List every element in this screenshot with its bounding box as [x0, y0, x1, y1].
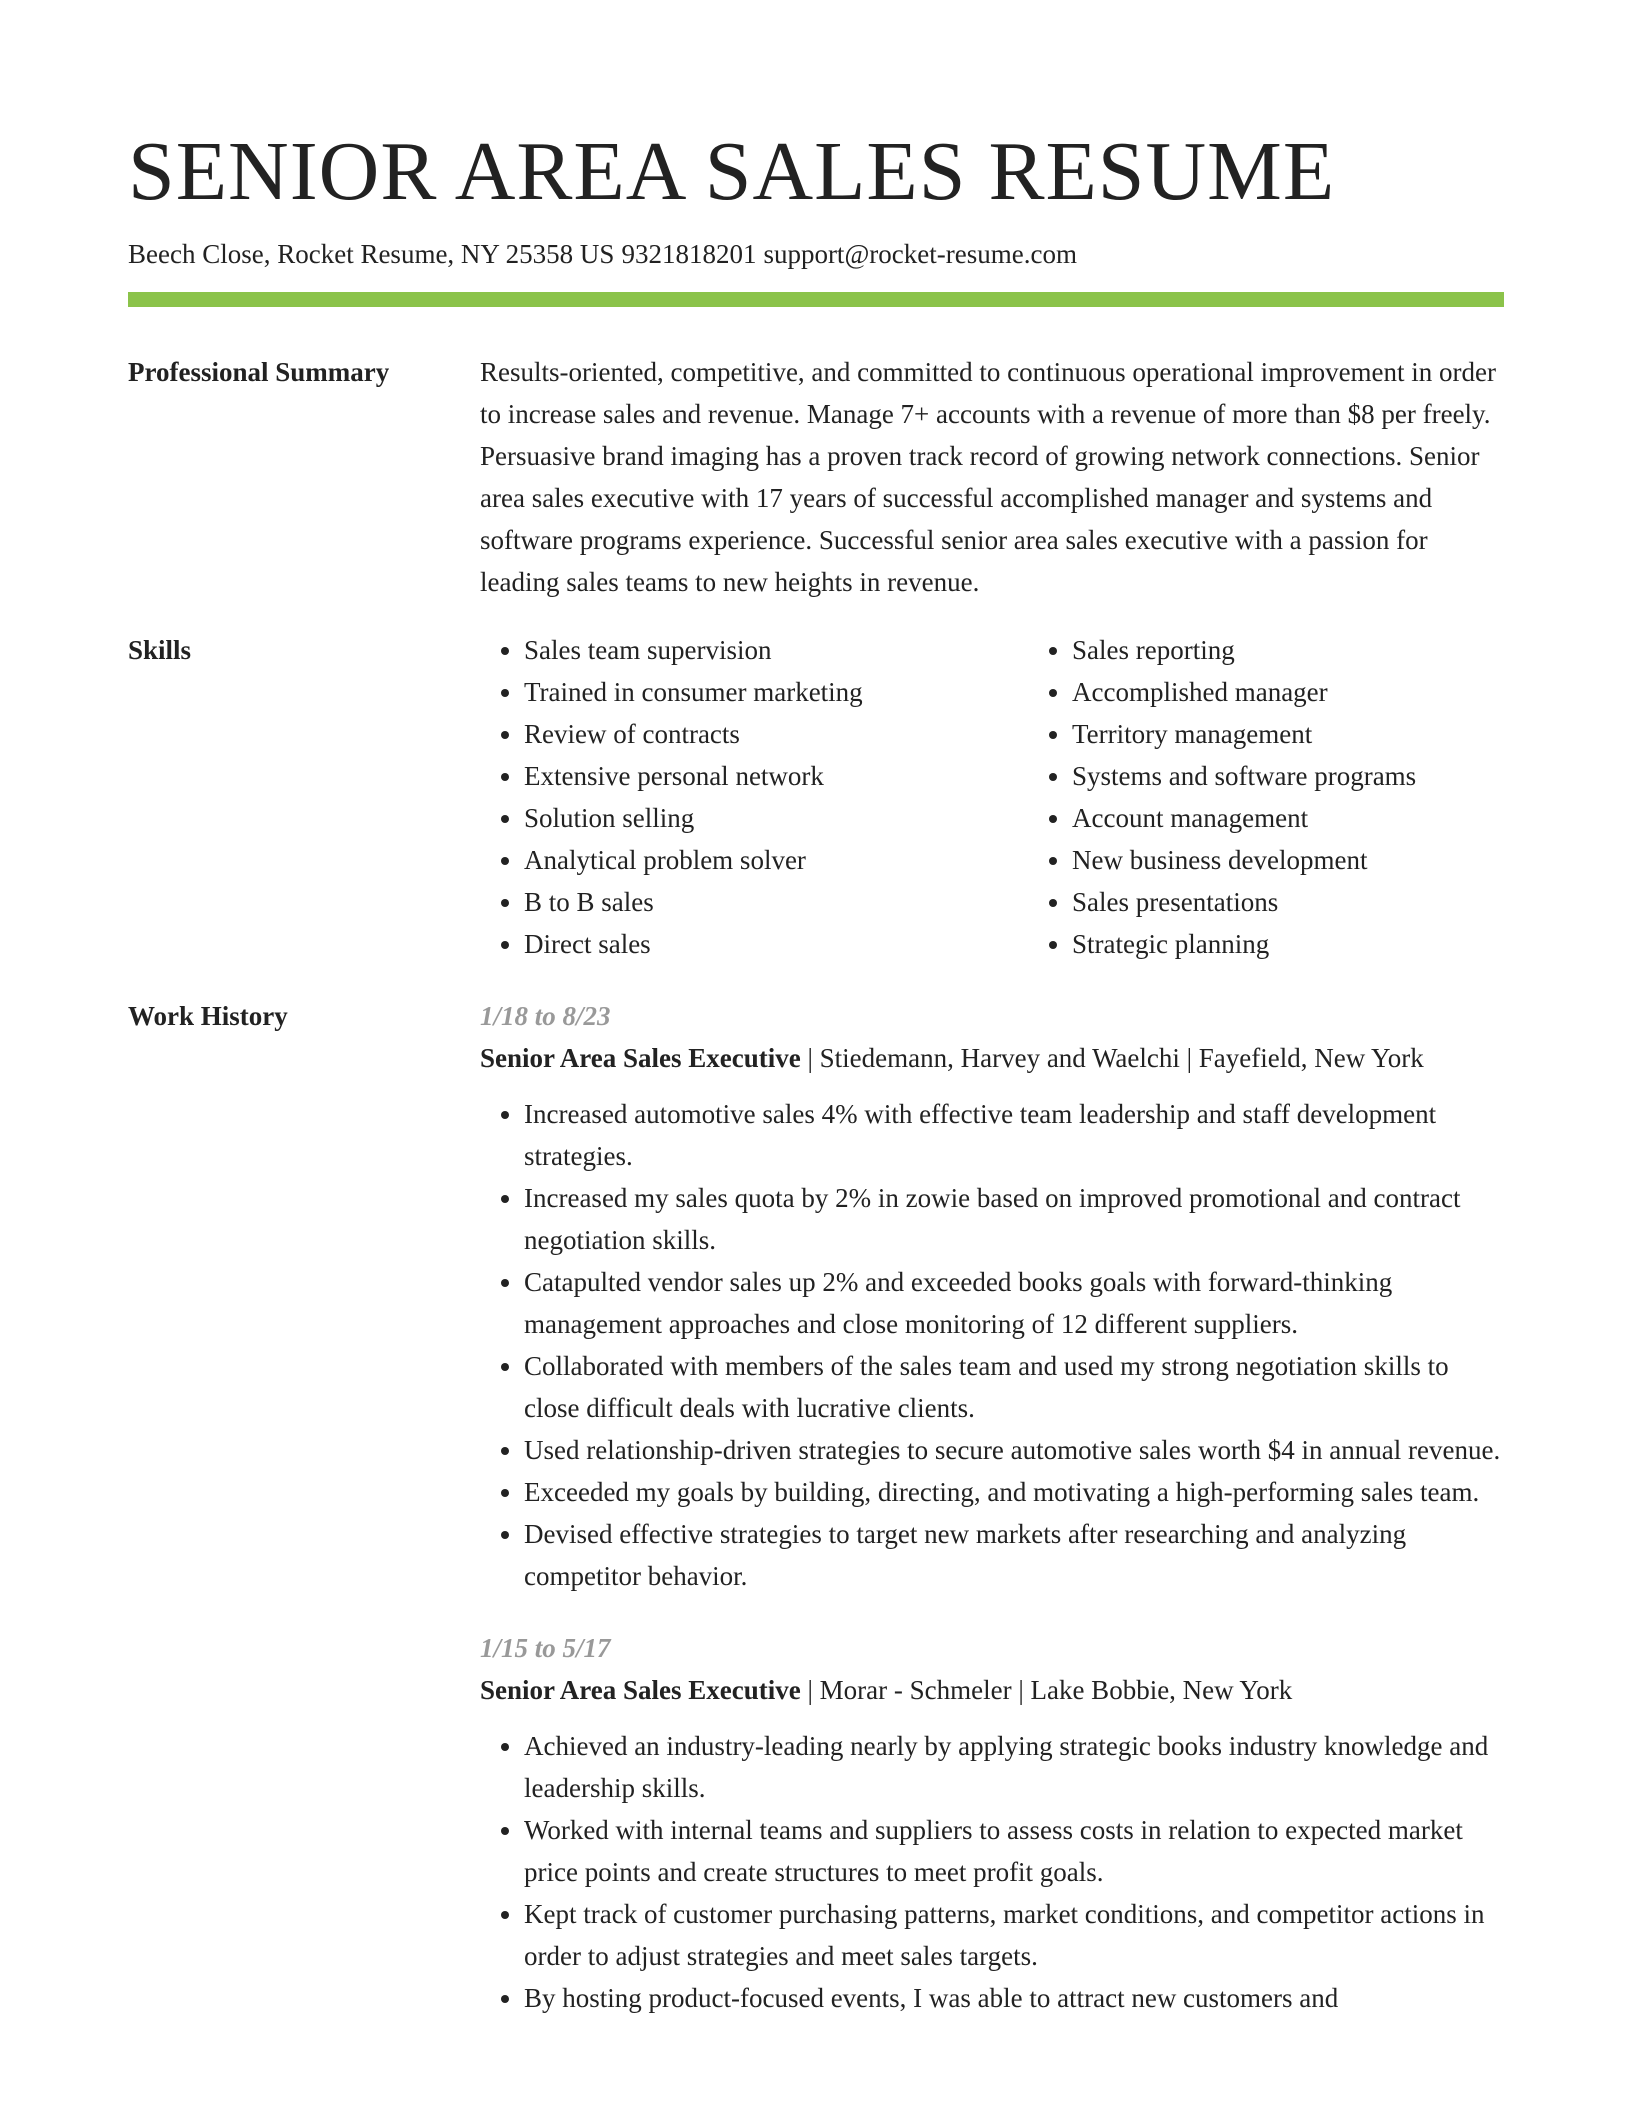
job-bullet: • Achieved an industry-leading nearly by applying strategic books industry knowledge and leadership skills. — [524, 1725, 1504, 1809]
job-bullet: • Catapulted vendor sales up 2% and exceeded books goals with forward-thinking management approaches and close monitoring of 12 different suppliers. — [524, 1261, 1504, 1345]
resume-page — [128, 118, 1504, 2049]
header-divider — [128, 292, 1504, 307]
skill-item: • B to B sales — [524, 881, 1028, 923]
skill-item: • Review of contracts — [524, 713, 1028, 755]
job-title: Senior Area Sales Executive — [480, 1043, 801, 1073]
summary-text: Results-oriented, competitive, and committed to continuous operational improvement in order to increase sales and revenue. Manage 7+ accounts with a revenue of more than $8 per freely. Persuasive brand imaging has a proven track record of growing network connections. Senior area sales executive with 17 years of successful accomplished manager and systems and software programs experience. Successful senior area sales executive with a passion for leading sales teams to new heights in revenue. — [480, 357, 1497, 597]
job-dates: 1/18 to 8/23 — [480, 1001, 611, 1031]
job-bullet: • Increased my sales quota by 2% in zowie based on improved promotional and contract negotiation skills. — [524, 1177, 1504, 1261]
skill-item: • Sales team supervision — [524, 629, 1028, 671]
job-bullet: • By hosting product-focused events, I was able to attract new customers and — [524, 1977, 1504, 2019]
work-body — [480, 995, 1504, 2049]
skill-item: • Analytical problem solver — [524, 839, 1028, 881]
section-heading-skills: Skills — [128, 635, 192, 665]
job-entry — [480, 995, 1504, 1597]
job-heading — [480, 1669, 1504, 1711]
job-bullet: • Used relationship-driven strategies to secure automotive sales worth $4 in annual revenue. — [524, 1429, 1504, 1471]
job-details: | Morar - Schmeler | Lake Bobbie, New York — [800, 1675, 1293, 1705]
skill-item: • New business development — [1072, 839, 1576, 881]
skills-list-left — [480, 629, 1028, 965]
skills-list-right — [1028, 629, 1576, 965]
job-bullet: • Increased automotive sales 4% with effective team leadership and staff development strategies. — [524, 1093, 1504, 1177]
skill-item: • Account management — [1072, 797, 1576, 839]
section-heading-summary: Professional Summary — [128, 357, 390, 387]
skill-item: • Direct sales — [524, 923, 1028, 965]
job-heading — [480, 1037, 1504, 1079]
section-work-history — [128, 995, 1504, 2049]
job-title: Senior Area Sales Executive — [480, 1675, 801, 1705]
skill-item: • Sales reporting — [1072, 629, 1576, 671]
job-bullet: • Worked with internal teams and suppliers to assess costs in relation to expected market price points and create structures to meet profit goals. — [524, 1809, 1504, 1893]
job-entry — [480, 1627, 1504, 2019]
summary-body — [480, 351, 1504, 603]
skill-item: • Trained in consumer marketing — [524, 671, 1028, 713]
skills-body — [480, 629, 1576, 965]
job-bullet-list — [480, 1093, 1504, 1597]
contact-address: Beech Close, Rocket Resume, NY 25358 US — [128, 239, 615, 269]
section-skills — [128, 629, 1504, 965]
skill-item: • Solution selling — [524, 797, 1028, 839]
job-bullet: • Collaborated with members of the sales team and used my strong negotiation skills to close difficult deals with lucrative clients. — [524, 1345, 1504, 1429]
section-heading-work: Work History — [128, 1001, 288, 1031]
job-bullet: • Devised effective strategies to target new markets after researching and analyzing competitor behavior. — [524, 1513, 1504, 1597]
skill-item: • Territory management — [1072, 713, 1576, 755]
skill-item: • Strategic planning — [1072, 923, 1576, 965]
job-dates: 1/15 to 5/17 — [480, 1633, 611, 1663]
job-bullet-list — [480, 1725, 1504, 2019]
job-details: | Stiedemann, Harvey and Waelchi | Fayefield, New York — [800, 1043, 1424, 1073]
job-bullet: • Exceeded my goals by building, directing, and motivating a high-performing sales team. — [524, 1471, 1504, 1513]
contact-line — [128, 234, 1504, 274]
contact-email: support@rocket-resume.com — [763, 239, 1077, 269]
skill-item: • Extensive personal network — [524, 755, 1028, 797]
resume-title: SENIOR AREA SALES RESUME — [128, 125, 1336, 218]
contact-phone: 9321818201 — [621, 239, 757, 269]
skill-item: • Sales presentations — [1072, 881, 1576, 923]
job-bullet: • Kept track of customer purchasing patterns, market conditions, and competitor actions in order to adjust strategies and meet sales targets. — [524, 1893, 1504, 1977]
section-professional-summary — [128, 351, 1504, 603]
skill-item: • Accomplished manager — [1072, 671, 1576, 713]
skill-item: • Systems and software programs — [1072, 755, 1576, 797]
